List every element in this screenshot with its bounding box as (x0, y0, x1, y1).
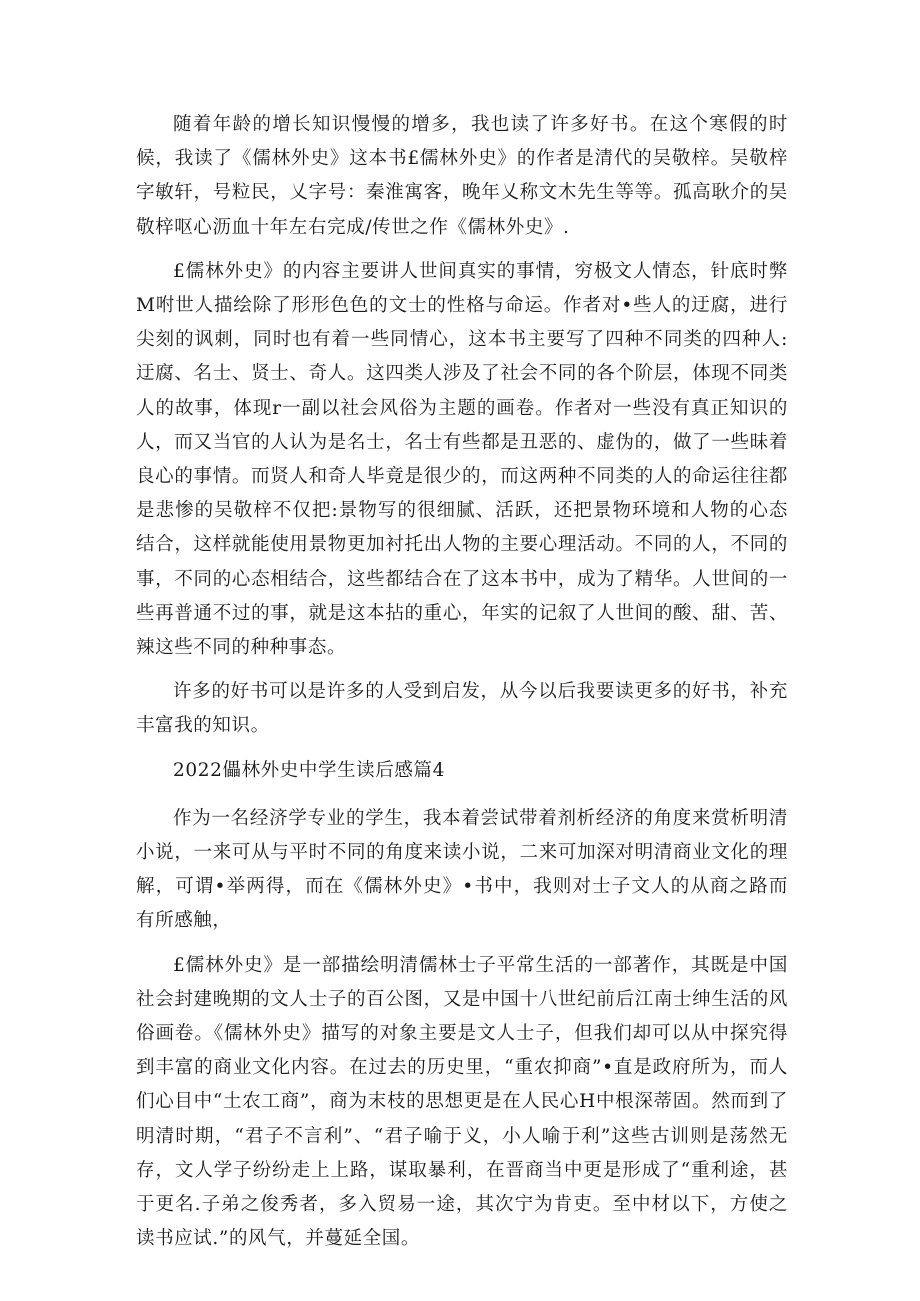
paragraph-intro: 随着年龄的增长知识慢慢的增多，我也读了许多好书。在这个寒假的时候，我读了《儒林外史》这本书£儒林外史》的作者是清代的吴敬梓。吴敬梓字敏轩，号粒民，乂字号：秦淮寓客，晚年乂称文木先生等等。孤高耿介的吴敬梓呕心沥血十年左右完成/传世之作《儒林外史》. (136, 114, 788, 238)
document-body (136, 108, 788, 1267)
paragraph-conclusion: 许多的好书可以是许多的人受到启发，从今以后我要读更多的好书，补充丰富我的知识。 (136, 681, 788, 737)
section-heading: 2022儡林外史中学生读后感篇4 (173, 759, 445, 781)
paragraph-commerce-culture: £儒林外史》是一部描绘明清儒林士子平常生活的一部著作，其既是中国社会封建晚期的文人士子的百公图，又是中国十八世纪前后江南士绅生活的风俗画卷。《儒林外史》描写的对象主要是文人士子，但我们却可以从中探究得到丰富的商业文化内容。在过去的历史里，“重农抑商”•直是政府所为，而人们心目中“土农工商”，商为末枝的思想更是在人民心H中根深蒂固。然而到了明清时期，“君子不言利”、“君子喻于义，小人喻于利”这些古训则是荡然无存，文人学子纷纷走上上路，谋取暴利，在晋商当中更是形成了“重利途，甚于更名.子弟之俊秀者，多入贸易一途，其次宁为肯吏。至中材以下，方使之读书应试.”的风气，并蔓延全国。 (136, 954, 788, 1250)
paragraph-content-summary: £儒林外史》的内容主要讲人世间真实的事情，穷极文人情态，针底时弊M咐世人描绘除了形形色色的文士的性格与命运。作者对•些人的迂腐，进行尖刻的讽刺，同时也有着一些同情心，这本书主要写了四种不同类的四种人:迂腐、名士、贤士、奇人。这四类人涉及了社会不同的各个阶层，体现不同类人的故事，体现r一副以社会风俗为主题的画卷。作者对一些没有真正知识的人，而又当官的人认为是名士，名士有些都是丑恶的、虚伪的，做了一些昧着良心的事情。而贤人和奇人毕竟是很少的，而这两种不同类的人的命运往往都是悲惨的吴敬梓不仅把:景物写的很细腻、活跃，还把景物环境和人物的心态结合，这样就能使用景物更加衬托出人物的主要心理活动。不同的人，不同的事，不同的心态相结合，这些都结合在了这本书中，成为了精华。人世间的一些再普通不过的事，就是这本拈的重心，年实的记叙了人世间的酸、甜、苦、辣这些不同的种种事态。 (136, 260, 788, 659)
paragraph-economics-intro: 作为一名经济学专业的学生，我本着尝试带着剂析经济的角度来赏析明清小说，一来可从与平时不同的角度来读小说，二来可加深对明清商业文化的理解，可谓•举两得，而在《儒林外史》•书中，我则对士子文人的从商之路而有所感触， (136, 807, 788, 932)
